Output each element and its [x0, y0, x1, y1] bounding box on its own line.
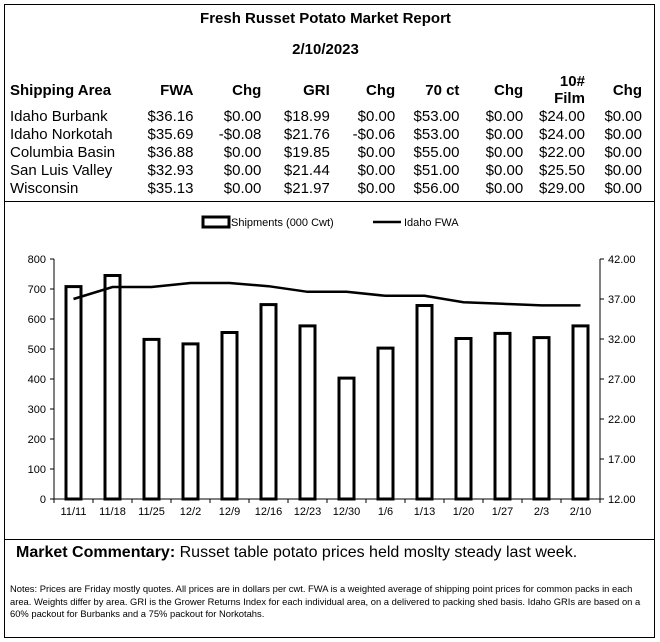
cell-gri-chg: $0.00 [357, 107, 396, 125]
left-tick-label: 500 [27, 344, 46, 356]
legend-label-idaho-fwa: Idaho FWA [404, 217, 459, 229]
shipment-bar [183, 344, 198, 499]
shipment-bar [300, 326, 315, 499]
cell-area: Idaho Norkotah [10, 125, 113, 143]
shipment-bar [261, 305, 276, 499]
left-tick-label: 300 [27, 404, 46, 416]
shipment-bar [573, 326, 588, 499]
col-header-10lb-film: 10# Film [554, 73, 585, 107]
cell-70ct-chg: $0.00 [485, 125, 524, 143]
right-tick-label: 32.00 [608, 334, 636, 346]
cell-gri-chg: $0.00 [357, 179, 396, 197]
cell-fwa: $35.69 [147, 125, 194, 143]
report-date: 2/10/2023 [292, 41, 359, 58]
notes: Notes: Prices are Friday mostly quotes. All prices are in dollars per cwt. FWA is a weighted average of shipping point prices for common packs in each area. Weights differ by area. GRI is the Grower Returns Index for each individual area, on a delivered to packing shed basis. Idaho GRIs are based on a 60% packout for Burbanks and a 75% packout for Norkotahs. [10, 583, 641, 619]
col-header-gri-chg: Chg [366, 81, 396, 99]
cell-fwa-chg: $0.00 [223, 161, 262, 179]
right-tick-label: 27.00 [608, 374, 636, 386]
table-row [10, 107, 644, 125]
cell-70ct: $53.00 [413, 107, 460, 125]
cell-fwa: $32.93 [147, 161, 194, 179]
right-tick-label: 12.00 [608, 494, 636, 506]
commentary-label: Market Commentary: [16, 544, 176, 561]
cell-gri-chg: -$0.06 [352, 125, 396, 143]
legend-swatch-shipments [203, 217, 229, 227]
shipment-bar [534, 338, 549, 499]
shipment-bar [339, 378, 354, 499]
idaho-fwa-line [74, 283, 581, 305]
cell-fwa-chg: $0.00 [223, 143, 262, 161]
col-header-fwa: FWA [160, 81, 194, 99]
cell-10lb-film: $24.00 [539, 125, 585, 143]
cell-70ct-chg: $0.00 [485, 107, 524, 125]
report-title: Fresh Russet Potato Market Report [200, 10, 451, 27]
table-row [10, 161, 644, 179]
x-tick-label: 1/6 [377, 506, 394, 518]
col-header-70ct: 70 ct [425, 81, 460, 99]
cell-gri: $21.44 [283, 161, 330, 179]
left-tick-label: 100 [27, 464, 46, 476]
cell-10lb-film: $25.50 [539, 161, 585, 179]
table-header-row [10, 73, 644, 107]
cell-70ct-chg: $0.00 [485, 161, 524, 179]
cell-gri: $18.99 [283, 107, 330, 125]
market-commentary [16, 544, 577, 562]
cell-fwa-chg: $0.00 [223, 107, 262, 125]
col-header-10lb-film-chg: Chg [612, 81, 642, 99]
col-header-gri: GRI [303, 81, 330, 99]
col-header-fwa-chg: Chg [232, 81, 262, 99]
x-tick-label: 1/27 [491, 506, 514, 518]
shipment-bar [144, 339, 159, 499]
right-tick-label: 17.00 [608, 454, 636, 466]
cell-70ct: $56.00 [413, 179, 460, 197]
x-tick-label: 11/11 [60, 506, 87, 518]
commentary-text: Russet table potato prices held moslty steady last week. [179, 544, 578, 561]
cell-10lb-film-chg: $0.00 [604, 143, 642, 161]
x-tick-label: 12/30 [332, 506, 361, 518]
cell-10lb-film: $29.00 [539, 179, 585, 197]
x-tick-label: 12/2 [179, 506, 202, 518]
cell-fwa: $36.88 [147, 143, 194, 161]
cell-10lb-film-chg: $0.00 [604, 179, 642, 197]
left-tick-label: 600 [27, 314, 46, 326]
cell-70ct-chg: $0.00 [485, 179, 524, 197]
cell-area: Columbia Basin [10, 143, 116, 161]
cell-fwa-chg: $0.00 [223, 179, 262, 197]
shipment-bar [105, 276, 120, 500]
left-tick-label: 400 [27, 374, 46, 386]
table-row [10, 143, 644, 161]
right-tick-label: 22.00 [608, 414, 636, 426]
x-tick-label: 1/20 [452, 506, 475, 518]
cell-gri-chg: $0.00 [357, 143, 396, 161]
cell-gri: $21.76 [283, 125, 330, 143]
x-tick-label: 12/16 [254, 506, 283, 518]
shipment-bar [66, 287, 81, 499]
cell-70ct: $53.00 [413, 125, 460, 143]
cell-gri-chg: $0.00 [357, 161, 396, 179]
cell-10lb-film: $22.00 [539, 143, 585, 161]
chart-panel [4, 201, 655, 540]
shipment-bar [495, 333, 510, 499]
cell-gri: $21.97 [283, 179, 330, 197]
cell-10lb-film: $24.00 [539, 107, 585, 125]
cell-10lb-film-chg: $0.00 [604, 107, 642, 125]
table-row [10, 179, 644, 197]
x-tick-label: 11/25 [138, 506, 165, 518]
left-tick-label: 800 [27, 254, 46, 266]
legend-label-shipments: Shipments (000 Cwt) [231, 217, 334, 229]
cell-10lb-film-chg: $0.00 [604, 125, 642, 143]
right-tick-label: 42.00 [608, 254, 636, 266]
x-tick-label: 11/18 [99, 506, 126, 518]
shipment-bar [417, 306, 432, 500]
shipment-bar [456, 339, 471, 500]
x-tick-label: 12/23 [293, 506, 322, 518]
x-tick-label: 1/13 [413, 506, 436, 518]
cell-area: San Luis Valley [10, 161, 113, 179]
x-tick-label: 12/9 [218, 506, 241, 518]
shipment-bar [378, 348, 393, 499]
col-header-shipping-area: Shipping Area [10, 81, 112, 99]
price-table [10, 73, 644, 197]
cell-fwa: $36.16 [147, 107, 194, 125]
cell-70ct-chg: $0.00 [485, 143, 524, 161]
cell-70ct: $51.00 [413, 161, 460, 179]
cell-fwa: $35.13 [147, 179, 194, 197]
left-tick-label: 0 [39, 494, 46, 506]
x-tick-label: 2/3 [533, 506, 550, 518]
x-tick-label: 2/10 [569, 506, 592, 518]
cell-10lb-film-chg: $0.00 [604, 161, 642, 179]
cell-70ct: $55.00 [413, 143, 460, 161]
left-tick-label: 700 [27, 284, 46, 296]
shipment-bar [222, 333, 237, 500]
cell-fwa-chg: -$0.08 [218, 125, 262, 143]
cell-gri: $19.85 [283, 143, 330, 161]
col-header-70ct-chg: Chg [494, 81, 524, 99]
cell-area: Idaho Burbank [10, 107, 108, 125]
cell-area: Wisconsin [10, 179, 79, 197]
right-tick-label: 37.00 [608, 294, 636, 306]
shipments-fwa-chart [4, 202, 655, 539]
table-row [10, 125, 644, 143]
left-tick-label: 200 [27, 434, 46, 446]
